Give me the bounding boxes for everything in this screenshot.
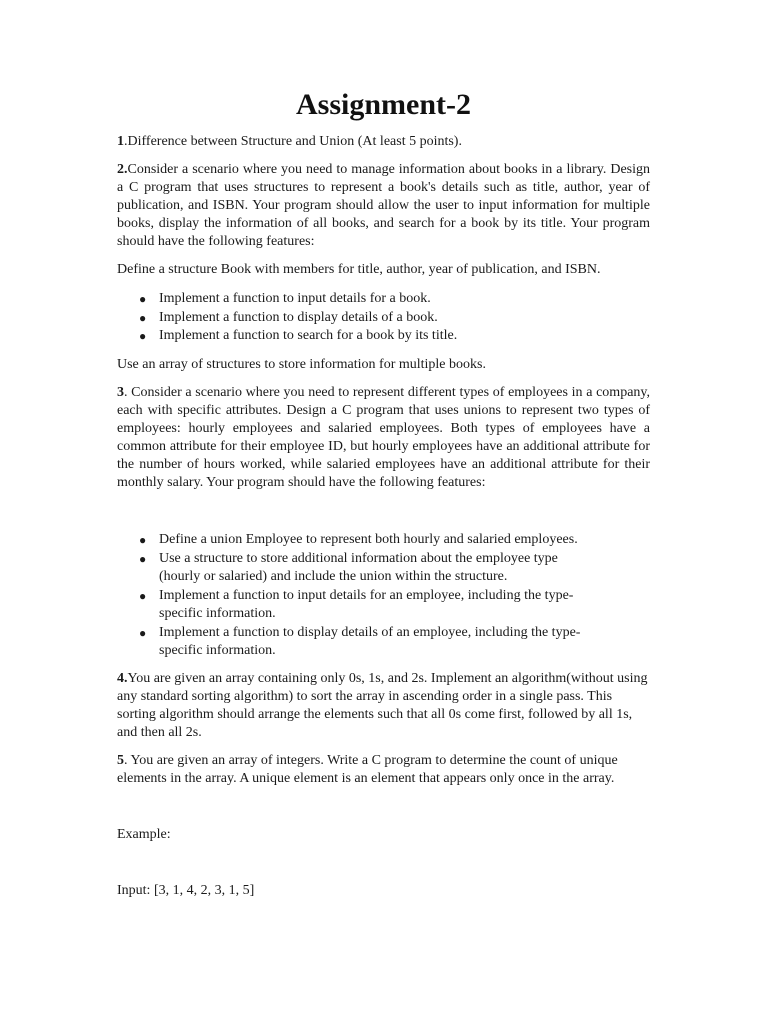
bullet-icon: ● <box>139 625 147 640</box>
page-title: Assignment-2 <box>295 88 471 121</box>
bullet-icon: ● <box>139 329 147 343</box>
question-1-number: 1 <box>117 134 124 149</box>
list-item: ● Use a structure to store additional information about the employee type (hourly or salaried) and include the union within the structure. <box>139 550 558 584</box>
example-label: Example: <box>117 827 171 842</box>
question-2 <box>117 161 650 251</box>
bullet-icon: ● <box>139 588 147 603</box>
question-2-number: 2. <box>117 162 128 177</box>
question-4 <box>117 670 650 742</box>
question-1-text: .Difference between Structure and Union (At least 5 points). <box>124 134 462 149</box>
bullet-icon: ● <box>139 310 147 325</box>
question-4-text: You are given an array containing only 0s, 1s, and 2s. Implement an algorithm(without using any standard sorting algorithm) to sort the array in ascending order in a single pass. This sorting algorithm should arrange the elements such that all 0s come first, followed by all 1s, and then all 2s. <box>117 671 648 740</box>
question-2-closing: Use an array of structures to store information for multiple books. <box>117 357 486 372</box>
bullet-icon: ● <box>139 292 147 306</box>
list-item: ● Implement a function to search for a book by its title. <box>117 327 599 346</box>
list-item: ● Define a union Employee to represent both hourly and salaried employees. <box>117 531 599 550</box>
list-item: ● Implement a function to display details of an employee, including the type-specific information. <box>139 624 581 658</box>
question-5 <box>117 752 650 788</box>
question-3-text: . Consider a scenario where you need to represent different types of employees in a company, each with specific attributes. Design a C program that uses unions to represent two types of employees: hourly employees and salaried employees. Both types of employees have a common attribute for their employee ID, but hourly employees have an additional attribute for the number of hours worked, while salaried employees have an additional attribute for their monthly salary. Your program should have the following features: <box>117 385 650 490</box>
question-3-number: 3 <box>117 385 124 400</box>
list-item: ● Implement a function to display details of a book. <box>117 309 599 328</box>
bullet-icon: ● <box>139 533 147 547</box>
question-3 <box>117 384 650 492</box>
question-5-text: . You are given an array of integers. Write a C program to determine the count of unique elements in the array. A unique element is an element that appears only once in the array. <box>117 753 618 786</box>
question-5-number: 5 <box>117 753 124 768</box>
question-3-feature-list <box>117 531 650 661</box>
question-2-text: Consider a scenario where you need to manage information about books in a library. Design a C program that uses structures to represent a book's details such as title, author, year of publication, and ISBN. Your program should allow the user to input information for multiple books, display the information of all books, and search for a book by its title. Your program should have the following features: <box>117 162 650 249</box>
example-input: Input: [3, 1, 4, 2, 3, 1, 5] <box>117 883 255 898</box>
question-2-feature-list <box>117 290 650 346</box>
question-1 <box>117 133 650 151</box>
question-2-define: Define a structure Book with members for title, author, year of publication, and ISBN. <box>117 262 601 277</box>
list-item: ● Implement a function to input details for an employee, including the type-specific information. <box>139 587 574 621</box>
question-4-number: 4. <box>117 671 128 686</box>
list-item: ● Implement a function to input details for a book. <box>117 290 599 309</box>
bullet-icon: ● <box>139 551 147 566</box>
